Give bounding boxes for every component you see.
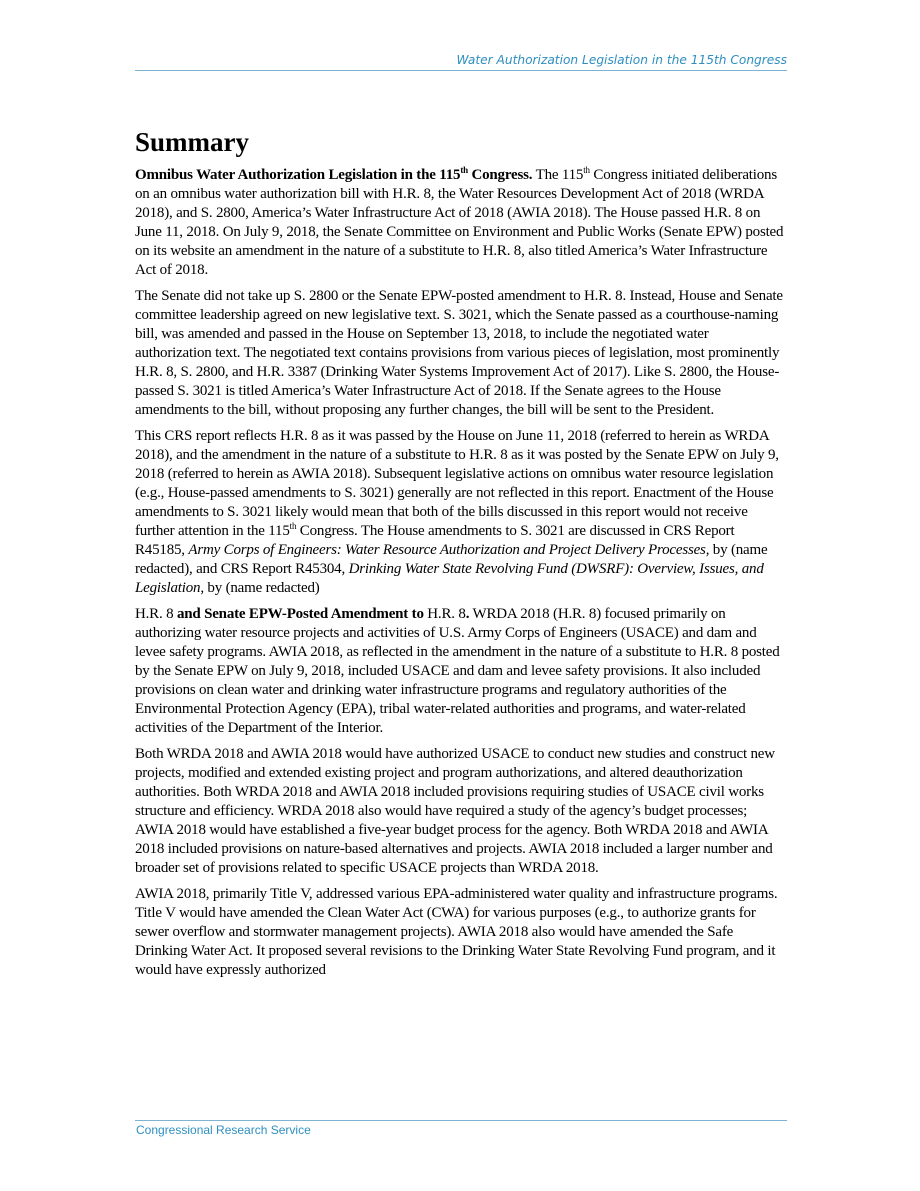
paragraph-epa: AWIA 2018, primarily Title V, addressed various EPA-administered water quality and infrastructure programs. Title V would have amended the Clean Water Act (CWA) for various purposes (e.g., to authorize grants for sewer overflow and stormwater management projects). AWIA 2018 also would have amended the Safe Drinking Water Act. It proposed several revisions to the Drinking Water State Revolving Fund program, and it would have expressly authorized xyxy=(135,886,778,978)
paragraph-report-scope: This CRS report reflects H.R. 8 as it was passed by the House on June 11, 2018 (referred to herein as WRDA 2018), and the amendment in the nature of a substitute to H.R. 8 as it was posted by the Senate EPW on July 9, 2018 (referred to herein as AWIA 2018). Subsequent legislative actions on omnibus water resource legislation (e.g., House-passed amendments to S. 3021) generally are not reflected in this report. Enactment of the House amendments to S. 3021 likely would mean that both of the bills discussed in this report would not receive further attention in the 115th Congress. The House amendments to S. 3021 are discussed in CRS Report R45185, Army Corps of Engineers: Water Resource Authorization and Project Delivery Processes, by (name redacted), and CRS Report R45304, Drinking Water State Revolving Fund (DWSRF): Overview, Issues, and Legislation, by (name redacted) xyxy=(135,428,779,596)
header-divider xyxy=(135,70,787,71)
report-title-dwsrf: Drinking Water State Revolving Fund (DWSRF): Overview, Issues, and Legislation xyxy=(135,561,764,596)
section-heading: Summary xyxy=(135,127,249,157)
run-heading: and Senate EPW-Posted Amendment to xyxy=(176,606,424,622)
paragraph-usace: Both WRDA 2018 and AWIA 2018 would have authorized USACE to conduct new studies and construct new projects, modified and extended existing project and program authorizations, and altered deauthorization authorities. Both WRDA 2018 and AWIA 2018 included provisions requiring studies of USACE civil works structure and efficiency. WRDA 2018 also would have required a study of the agency’s budget processes; AWIA 2018 would have established a five-year budget process for the agency. Both WRDA 2018 and AWIA 2018 included provisions on nature-based alternatives and projects. AWIA 2018 included a larger number and broader set of provisions related to specific USACE projects than WRDA 2018. xyxy=(135,746,775,876)
paragraph-hr8: H.R. 8 and Senate EPW-Posted Amendment to H.R. 8. WRDA 2018 (H.R. 8) focused primarily on authorizing water resource projects and activities of U.S. Army Corps of Engineers (USACE) and dam and levee safety programs. AWIA 2018, as reflected in the amendment in the nature of a substitute to H.R. 8 posted by the Senate EPW on July 9, 2018, included USACE and dam and levee safety provisions. It also included provisions on clean water and drinking water infrastructure programs and regulatory authorities of the Environmental Protection Agency (EPA), tribal water-related authorities and programs, and water-related activities of the Department of the Interior. xyxy=(135,606,780,736)
footer-source: Congressional Research Service xyxy=(136,1123,311,1137)
run-heading: Omnibus Water Authorization Legislation in the 115th Congress. xyxy=(135,165,533,183)
footer-divider xyxy=(135,1120,787,1121)
report-title-usace: Army Corps of Engineers: Water Resource Authorization and Project Delivery Processes xyxy=(188,542,706,558)
page-body xyxy=(135,124,787,987)
paragraph-senate-action: The Senate did not take up S. 2800 or the Senate EPW-posted amendment to H.R. 8. Instead, House and Senate committee leadership agreed on new legislative text. S. 3021, which the Senate passed as a courthouse-naming bill, was amended and passed in the House on September 13, 2018, to include the negotiated water authorization text. The negotiated text contains provisions from various pieces of legislation, most prominently H.R. 8, S. 2800, and H.R. 3387 (Drinking Water Systems Improvement Act of 2017). Like S. 2800, the House-passed S. 3021 is titled America’s Water Infrastructure Act of 2018. If the Senate agrees to the House amendments to the bill, without proposing any further changes, the bill will be sent to the President. xyxy=(135,288,783,418)
running-header: Water Authorization Legislation in the 115th Congress xyxy=(456,53,787,67)
paragraph-omnibus: Omnibus Water Authorization Legislation in the 115th Congress. The 115th Congress initiated deliberations on an omnibus water authorization bill with H.R. 8, the Water Resources Development Act of 2018 (WRDA 2018), and S. 2800, America’s Water Infrastructure Act of 2018 (AWIA 2018). The House passed H.R. 8 on June 11, 2018. On July 9, 2018, the Senate Committee on Environment and Public Works (Senate EPW) posted on its website an amendment in the nature of a substitute to H.R. 8, also titled America’s Water Infrastructure Act of 2018. xyxy=(135,165,784,278)
